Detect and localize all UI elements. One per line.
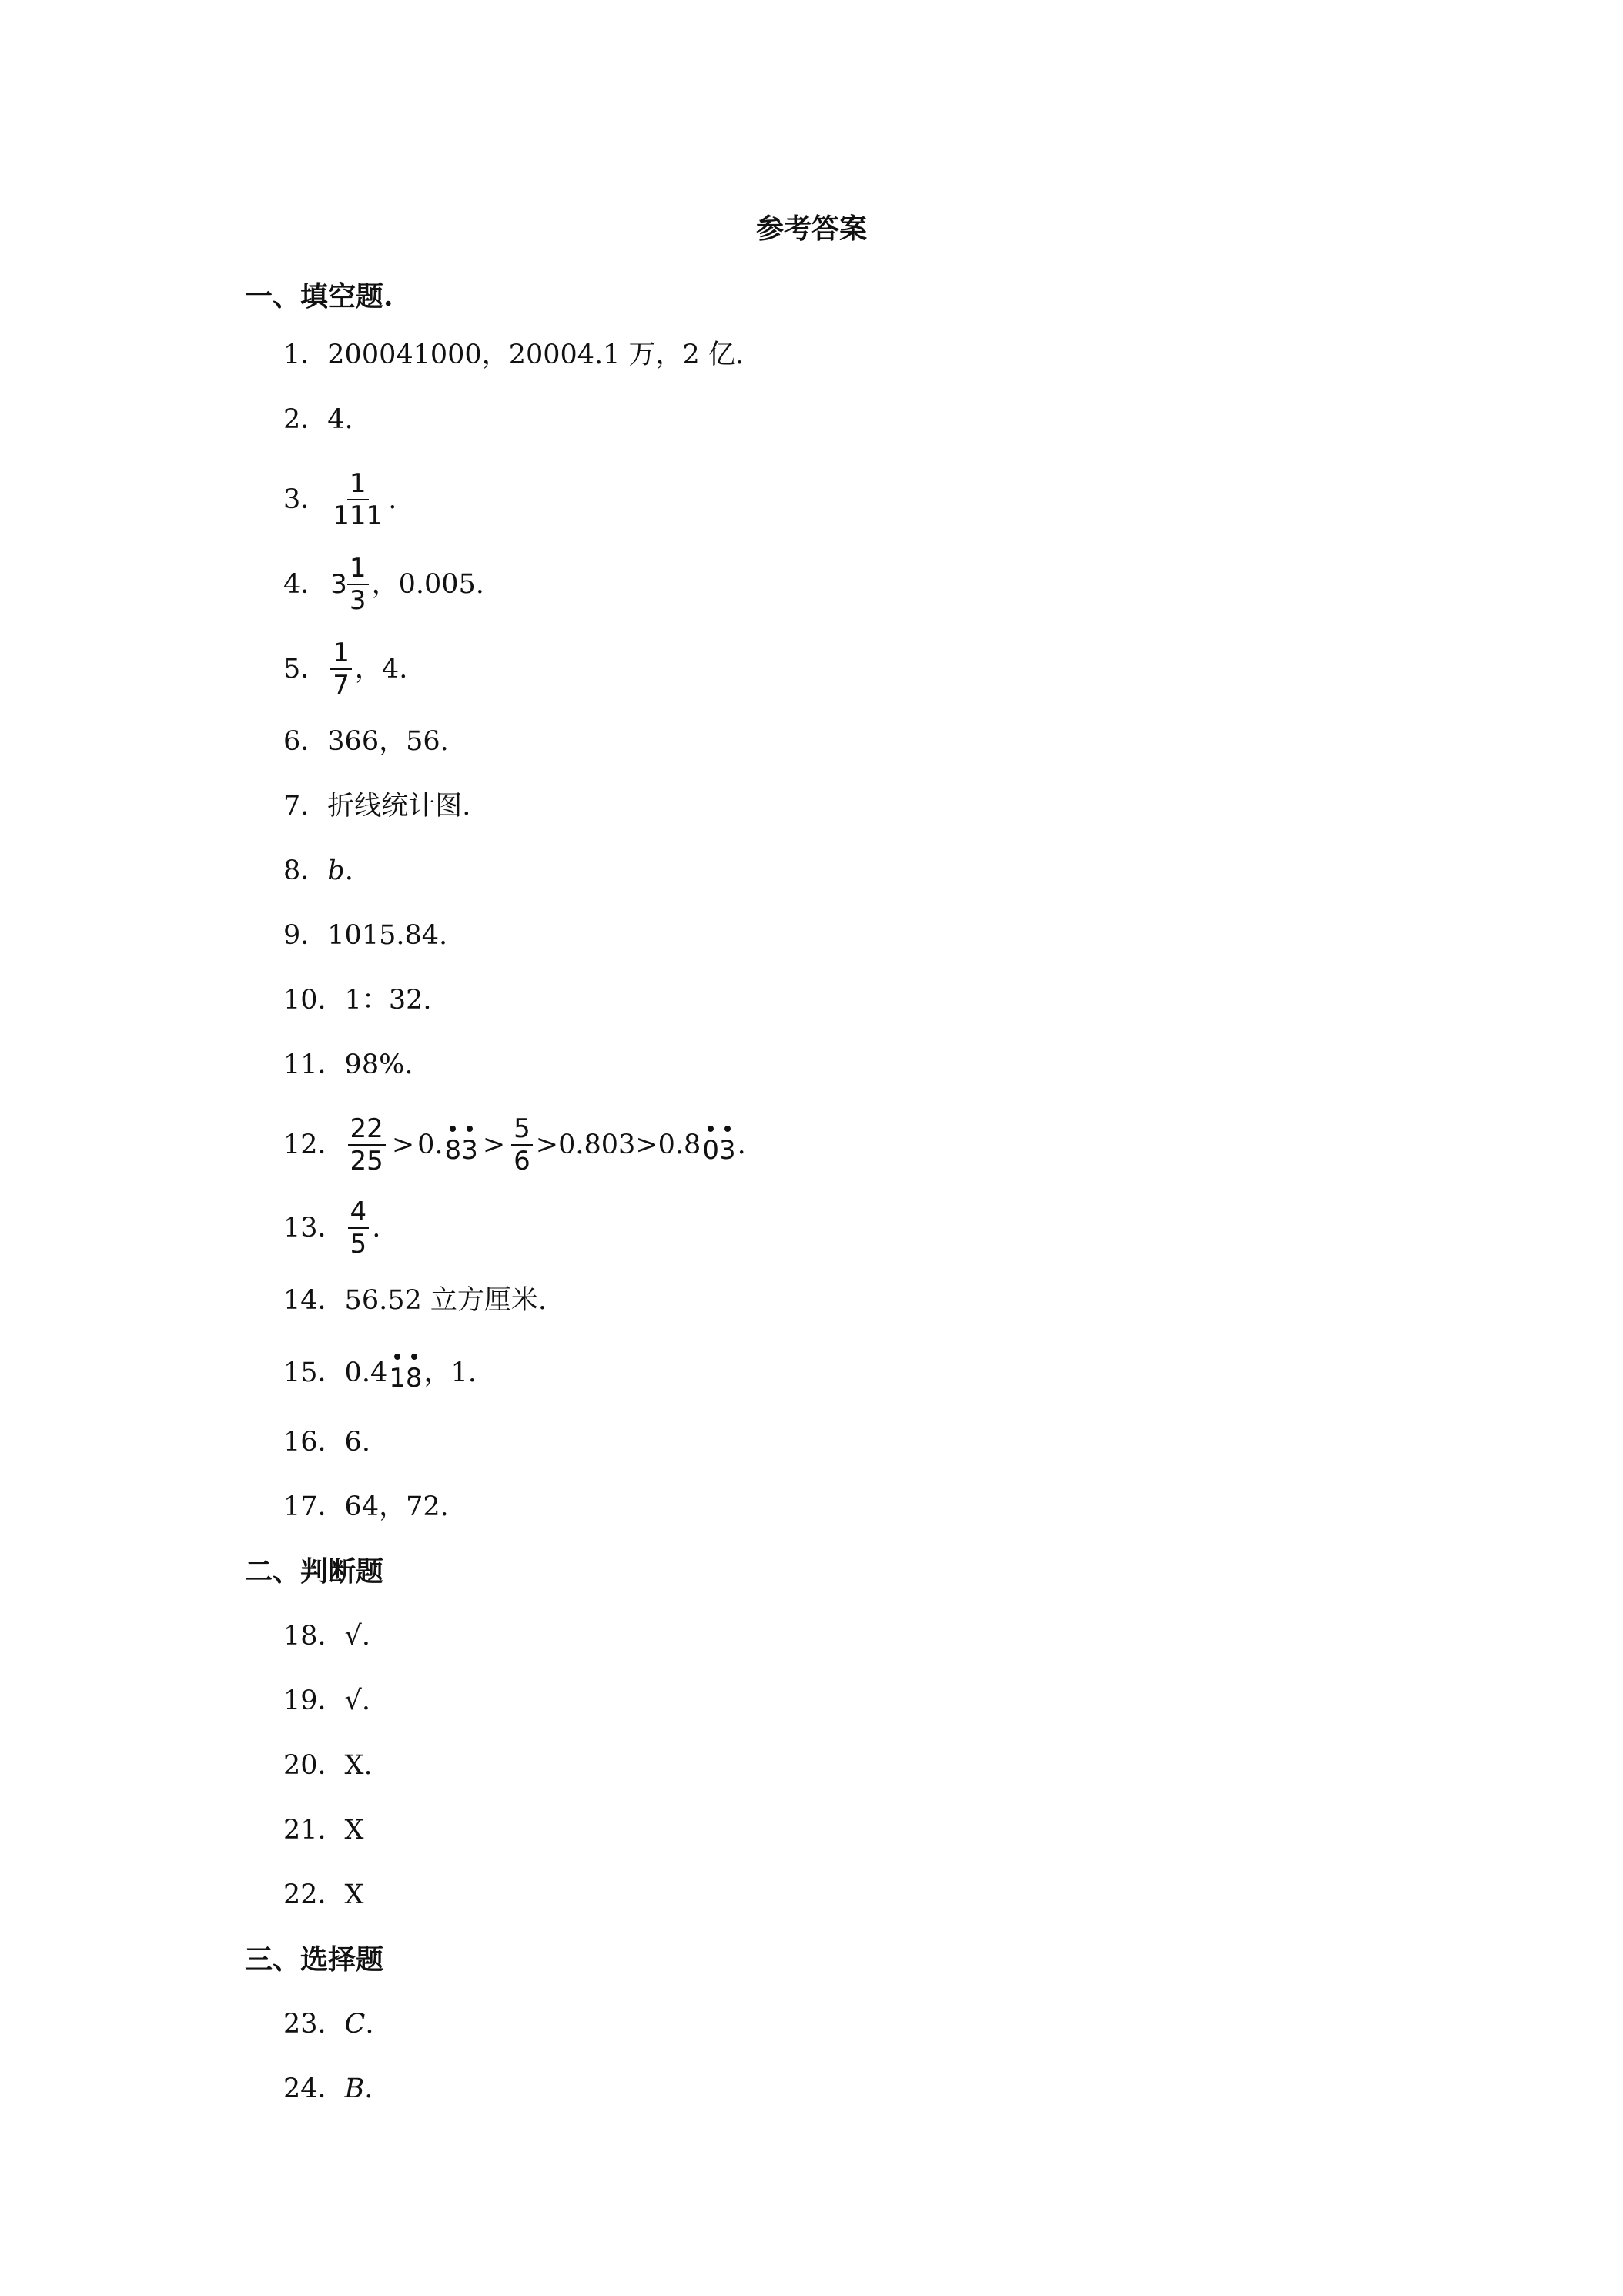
answer-suffix: .	[372, 1213, 381, 1243]
answer-suffix: ，0.005.	[371, 569, 484, 600]
answer-item-20	[283, 1743, 373, 1788]
answer-item-12	[283, 1115, 746, 1175]
answer-text: 1015.84.	[327, 920, 448, 951]
fraction-denominator: 6	[514, 1146, 530, 1176]
repeating-digit: 3	[461, 1126, 478, 1164]
answer-item-16	[283, 1420, 370, 1464]
answer-item-9	[283, 913, 447, 958]
answer-item-22	[283, 1873, 363, 1917]
item-number: 8．	[283, 855, 328, 886]
repeating-digit: 1	[389, 1354, 406, 1392]
answer-item-15	[283, 1350, 477, 1395]
answer-suffix: .	[388, 484, 397, 515]
answer-text: X	[344, 1815, 364, 1846]
fraction-numerator: 4	[348, 1198, 370, 1229]
answer-suffix: .	[365, 2009, 374, 2040]
answer-item-7	[283, 784, 470, 828]
answer-suffix: .	[737, 1130, 746, 1160]
item-number: 12．	[283, 1130, 345, 1160]
answer-item-10	[283, 978, 431, 1022]
item-number: 11．	[283, 1049, 345, 1080]
item-number: 10．	[283, 985, 345, 1016]
answer-item-23	[283, 2002, 373, 2047]
fraction-numerator: 22	[348, 1115, 386, 1146]
answer-suffix: .	[364, 2073, 373, 2104]
fraction	[347, 554, 369, 614]
fraction-numerator: 1	[347, 554, 369, 585]
repeating-decimal	[389, 1354, 422, 1392]
answer-text: √.	[344, 1621, 370, 1652]
repeating-digit: 8	[445, 1126, 462, 1164]
item-number: 7．	[283, 791, 328, 822]
answer-text: 4.	[327, 404, 353, 435]
repeating-decimal	[702, 1126, 735, 1164]
fraction-denominator: 3	[349, 585, 366, 616]
item-number: 9．	[283, 920, 328, 951]
fraction	[348, 1115, 386, 1175]
item-number: 2．	[283, 404, 328, 435]
answer-item-2	[283, 397, 353, 442]
answer-item-1	[283, 333, 744, 377]
answer-item-5	[283, 639, 407, 699]
greater-than-sign: >	[391, 1130, 415, 1160]
answer-text: 折线统计图.	[327, 791, 471, 822]
answer-text: 64，72.	[344, 1491, 449, 1522]
repeating-digit: 0	[702, 1126, 719, 1164]
fraction	[330, 470, 385, 530]
repeating-digit: 8	[406, 1354, 423, 1392]
fraction-numerator: 1	[330, 639, 352, 670]
item-number: 23．	[283, 2009, 345, 2040]
repeating-decimal	[445, 1126, 478, 1164]
answer-item-17	[283, 1484, 449, 1529]
comparison-chain: >0.803>0.8	[535, 1130, 701, 1160]
item-number: 16．	[283, 1427, 345, 1458]
fraction-denominator: 111	[333, 500, 383, 531]
item-number: 14．	[283, 1285, 345, 1316]
section-heading-multiple-choice: 三、选择题	[245, 1943, 384, 1976]
answer-item-6	[283, 719, 449, 764]
answer-item-3	[283, 470, 397, 530]
answer-choice: B	[344, 2073, 365, 2104]
fraction-numerator: 5	[511, 1115, 533, 1146]
item-number: 6．	[283, 726, 328, 757]
answer-item-24	[283, 2067, 373, 2111]
answer-text: √.	[344, 1685, 370, 1716]
answer-item-19	[283, 1678, 370, 1723]
answer-text: 56.52 立方厘米.	[344, 1285, 547, 1316]
answer-item-21	[283, 1808, 363, 1853]
answer-text: 1：32.	[344, 985, 432, 1016]
repeating-digit: 3	[719, 1126, 736, 1164]
answer-text: 366，56.	[327, 726, 449, 757]
item-number: 22．	[283, 1879, 345, 1910]
decimal-prefix: 0.	[417, 1130, 443, 1160]
fraction-denominator: 25	[350, 1146, 383, 1176]
item-number: 15．	[283, 1357, 345, 1388]
item-number: 24．	[283, 2073, 345, 2104]
answer-text: 200041000，20004.1 万，2 亿.	[327, 340, 745, 370]
answer-item-11	[283, 1043, 413, 1087]
answer-suffix: ，1.	[423, 1357, 477, 1388]
decimal-prefix: 0.4	[344, 1357, 388, 1388]
item-number: 13．	[283, 1213, 345, 1243]
answer-suffix: ，4.	[354, 654, 408, 684]
answer-item-14	[283, 1278, 547, 1323]
item-number: 3．	[283, 484, 328, 515]
item-number: 17．	[283, 1491, 345, 1522]
answer-text: 98%.	[344, 1049, 413, 1080]
fraction-denominator: 7	[333, 670, 350, 701]
answer-text: X.	[344, 1750, 373, 1781]
item-number: 18．	[283, 1621, 345, 1652]
item-number: 21．	[283, 1815, 345, 1846]
fraction-denominator: 5	[350, 1229, 367, 1260]
answer-item-4	[283, 554, 484, 614]
item-number: 1．	[283, 340, 328, 370]
section-heading-fill-blank: 一、填空题.	[245, 280, 393, 313]
answer-variable: b	[327, 855, 345, 886]
mixed-number-whole: 3	[330, 569, 347, 600]
item-number: 5．	[283, 654, 328, 684]
answer-item-13	[283, 1198, 380, 1258]
fraction-numerator: 1	[347, 470, 369, 500]
section-heading-true-false: 二、判断题	[245, 1555, 384, 1588]
fraction	[511, 1115, 533, 1175]
answer-text: 6.	[344, 1427, 370, 1458]
greater-than-sign: >	[482, 1130, 506, 1160]
answer-choice: C	[344, 2009, 366, 2040]
answer-text: X	[344, 1879, 364, 1910]
fraction	[348, 1198, 370, 1258]
item-number: 20．	[283, 1750, 345, 1781]
page-title: 参考答案	[755, 213, 867, 245]
answer-suffix: .	[344, 855, 353, 886]
item-number: 4．	[283, 569, 328, 600]
answer-item-8	[283, 848, 353, 893]
answer-item-18	[283, 1614, 370, 1658]
fraction	[330, 639, 352, 699]
item-number: 19．	[283, 1685, 345, 1716]
